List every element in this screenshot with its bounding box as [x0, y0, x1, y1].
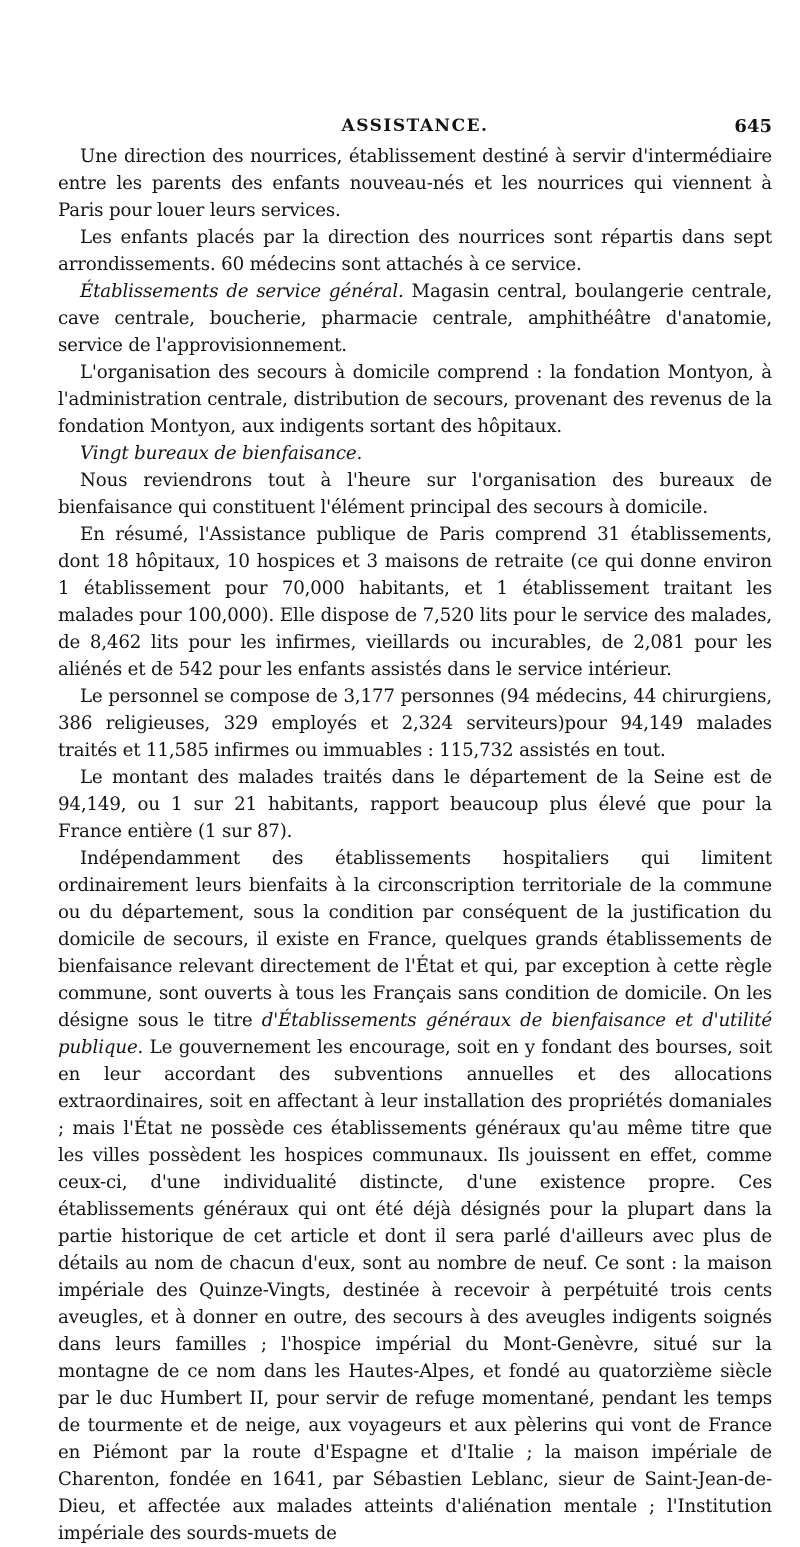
paragraph-personnel [58, 683, 772, 764]
paragraph-bureaux-heading [58, 440, 772, 467]
paragraph-text: Nous reviendrons tout à l'heure sur l'organisation des bureaux de bienfaisance qui constituent l'élément principal des secours à domicile. [58, 470, 772, 518]
paragraph-text: Le personnel se compose de 3,177 personnes (94 médecins, 44 chirurgiens, 386 religieuses, 329 employés et 2,324 serviteurs)pour 94,149 malades traités et 11,585 infirmes ou immuables : 115,732 assistés en tout. [58, 686, 772, 761]
page-header [58, 116, 772, 142]
paragraph-arrondissements [58, 224, 772, 278]
running-title: ASSISTANCE. [341, 116, 489, 136]
paragraph-text: Une direction des nourrices, établissement destiné à servir d'intermédiaire entre les parents des enfants nouveau-nés et les nourrices qui viennent à Paris pour louer leurs services. [58, 146, 772, 221]
paragraph-bureaux [58, 467, 772, 521]
italic-heading: Vingt bureaux de bienfaisance. [80, 443, 363, 464]
body-text [58, 143, 772, 1547]
italic-phrase: d'Établissements généraux de bienfaisance et d'utilité publique. [58, 1010, 772, 1058]
paragraph-text: En résumé, l'Assistance publique de Paris comprend 31 établissements, dont 18 hôpitaux, 10 hospices et 3 maisons de retraite (ce qui donne environ 1 établissement pour 70,000 habitants, et 1 établissement traitant les malades pour 100,000). Elle dispose de 7,520 lits pour le service des malades, de 8,462 lits pour les infirmes, vieillards ou incurables, de 2,081 pour les aliénés et de 542 pour les enfants assistés dans le service intérieur. [58, 524, 772, 680]
paragraph-resume [58, 521, 772, 683]
paragraph-text: Le montant des malades traités dans le département de la Seine est de 94,149, ou 1 sur 21 habitants, rapport beaucoup plus élevé que pour la France entière (1 sur 87). [58, 767, 772, 842]
paragraph-secours-domicile [58, 359, 772, 440]
paragraph-text: L'organisation des secours à domicile comprend : la fondation Montyon, à l'administration centrale, distribution de secours, provenant des revenus de la fondation Montyon, aux indigents sortant des hôpitaux. [58, 362, 772, 437]
italic-heading: Établissements de service général. [80, 281, 404, 302]
paragraph-nourrices [58, 143, 772, 224]
paragraph-etablissements-generaux [58, 845, 772, 1547]
page-number: 645 [734, 116, 772, 137]
paragraph-text: Indépendamment des établissements hospitaliers qui limitent ordinairement leurs bienfaits à la circonscription territoriale de la commune ou du département, sous la condition par conséquent de la justification du domicile de secours, il existe en France, quelques grands établissements de bienfaisance relevant directement de l'État et qui, par exception à cette règle commune, sont ouverts à tous les Français sans condition de domicile. On les désigne sous le titre [58, 848, 772, 1031]
paragraph-text: Les enfants placés par la direction des nourrices sont répartis dans sept arrondissements. 60 médecins sont attachés à ce service. [58, 227, 772, 275]
paragraph-text: Magasin central, boulangerie centrale, cave centrale, boucherie, pharmacie centrale, amphithéâtre d'anatomie, service de l'approvisionnement. [58, 281, 772, 356]
paragraph-montant [58, 764, 772, 845]
paragraph-service-general [58, 278, 772, 359]
paragraph-text: Le gouvernement les encourage, soit en y fondant des bourses, soit en leur accordant des subventions annuelles et des allocations extraordinaires, soit en affectant à leur installation des propriétés domaniales ; mais l'État ne possède ces établissements généraux qu'au même titre que les villes possèdent les hospices communaux. Ils jouissent en effet, comme ceux-ci, d'une individualité distincte, d'une existence propre. Ces établissements généraux qui ont été déjà désignés pour la plupart dans la partie historique de cet article et dont il sera parlé d'ailleurs avec plus de détails au nom de chacun d'eux, sont au nombre de neuf. Ce sont : la maison impériale des Quinze-Vingts, destinée à recevoir à perpétuité trois cents aveugles, et à donner en outre, des secours à des aveugles indigents soignés dans leurs familles ; l'hospice impérial du Mont-Genèvre, situé sur la montagne de ce nom dans les Hautes-Alpes, et fondé au quatorzième siècle par le duc Humbert II, pour servir de refuge momentané, pendant les temps de tourmente et de neige, aux voyageurs et aux pèlerins qui vont de France en Piémont par la route d'Espagne et d'Italie ; la maison impériale de Charenton, fondée en 1641, par Sébastien Leblanc, sieur de Saint-Jean-de-Dieu, et affectée aux malades atteints d'aliénation mentale ; l'Institution impériale des sourds-muets de [58, 1037, 772, 1544]
